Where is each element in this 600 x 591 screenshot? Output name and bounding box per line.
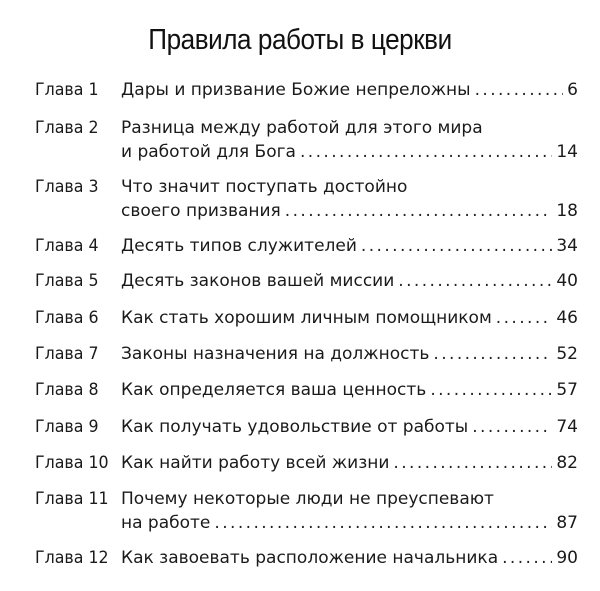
chapter-title: Как определяется ваша ценность [121, 380, 427, 400]
chapter-label: Глава 8 [35, 380, 99, 400]
page-number: 40 [556, 271, 578, 291]
page-number: 74 [556, 417, 578, 437]
page-number: 46 [556, 308, 578, 328]
chapter-title: Десять типов служителей [121, 236, 357, 256]
chapter-title: на работе [121, 513, 211, 533]
dot-leader [398, 269, 552, 293]
chapter-title: Как найти работу всей жизни [121, 453, 390, 473]
chapter-title: и работой для Бога [121, 142, 296, 162]
chapter-label: Глава 9 [35, 417, 99, 437]
page-number: 82 [556, 453, 578, 473]
dot-leader [430, 378, 552, 402]
chapter-title: Десять законов вашей миссии [121, 271, 395, 291]
chapter-title: Как получать удовольствие от работы [121, 417, 469, 437]
chapter-label: Глава 7 [35, 344, 99, 364]
dot-leader [214, 511, 552, 535]
chapter-title: Дары и призвание Божие непреложны [121, 80, 471, 100]
chapter-label: Глава 6 [35, 308, 99, 328]
chapter-title: Как завоевать расположение начальника [121, 548, 499, 568]
page-number: 14 [556, 142, 578, 162]
chapter-title-line: Почему некоторые люди не преуспевают [121, 489, 494, 509]
dot-leader [361, 234, 552, 258]
page-number: 34 [556, 236, 578, 256]
chapter-title: своего призвания [121, 201, 281, 221]
chapter-label: Глава 3 [35, 177, 99, 197]
chapter-label: Глава 1 [35, 80, 99, 100]
chapter-label: Глава 12 [35, 548, 109, 568]
page-number: 90 [556, 548, 578, 568]
page-number: 57 [556, 380, 578, 400]
dot-leader [472, 415, 552, 439]
chapter-label: Глава 2 [35, 118, 99, 138]
chapter-title-line: Разница между работой для этого мира [121, 118, 483, 138]
dot-leader [285, 199, 553, 223]
dot-leader [300, 140, 552, 164]
page-title: Правила работы в церкви [148, 24, 452, 56]
dot-leader [393, 451, 552, 475]
dot-leader [502, 546, 552, 570]
chapter-title-line: Что значит поступать достойно [121, 177, 408, 197]
dot-leader [433, 342, 552, 366]
chapter-label: Глава 4 [35, 236, 99, 256]
chapter-title: Как стать хорошим личным помощником [121, 308, 492, 328]
chapter-label: Глава 5 [35, 271, 99, 291]
chapter-title: Законы назначения на должность [121, 344, 430, 364]
dot-leader [496, 306, 553, 330]
page-number: 87 [556, 513, 578, 533]
dot-leader [475, 78, 564, 102]
chapter-label: Глава 11 [35, 489, 109, 509]
chapter-label: Глава 10 [35, 453, 109, 473]
page-number: 6 [567, 80, 578, 100]
page-number: 18 [556, 201, 578, 221]
page-number: 52 [556, 344, 578, 364]
